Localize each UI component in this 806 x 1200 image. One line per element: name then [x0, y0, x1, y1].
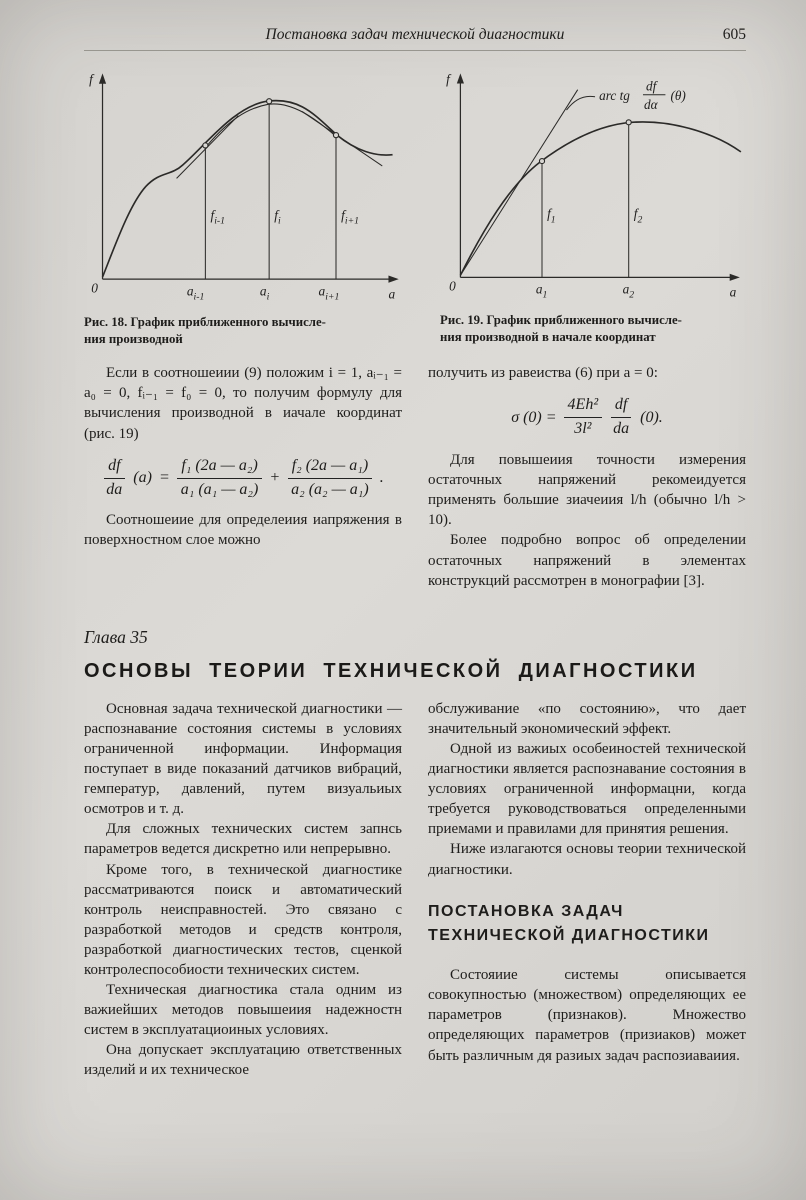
fig19-origin-label: 0	[449, 278, 456, 294]
fig18-a-i+1-tick: $a_{i+1}$	[318, 283, 340, 303]
fig19-f1-label: $f_1$	[547, 206, 556, 226]
upper-text-section	[84, 363, 746, 591]
fig18-axis-f-label: f	[89, 71, 93, 87]
figure-19-graph	[440, 63, 746, 303]
body-text-section	[84, 699, 746, 1081]
chapter-number: Глава 35	[84, 626, 148, 647]
paragraph: Техническая диагностика стала одним из важиейших методов повышеиия надежностн систем в эксплуатациоиных условиях.	[84, 982, 402, 1039]
paragraph: Кроме того, в технической диагностике рассматриваются поиск и автоматический контроль неисправностей. Это связано с разработкой методов и средств контроля, разработкой диагностических тестов, сценкой контролеспособиости технических систем.	[84, 861, 402, 978]
upper-left-column	[84, 363, 402, 591]
upper-right-column	[428, 363, 746, 591]
fig19-a1-tick: $a_1$	[535, 281, 548, 301]
fig19-f2-label: $f_2$	[633, 206, 643, 226]
figure-18	[84, 63, 408, 347]
fig18-a-i-1-tick: $a_{i-1}$	[186, 283, 205, 303]
fig18-f-i-1-label: $f_{i-1}$	[210, 207, 226, 227]
paragraph: Соотношеиие для определеиия иапряжения в поверхностном слое можно	[84, 512, 402, 549]
figure-18-graph	[84, 63, 408, 305]
paragraph: Основная задача технической диагностики — распознавание состояния системы в условиях ограниченной информации. Информация поступает в виде показаний датчиков вибраций, гемператур, давлений, путем визуальиых осмотров и т. д.	[84, 700, 402, 818]
fig19-angle-label-num: df	[646, 78, 657, 94]
figure-19-caption: Рис. 19. График приближенного вычисле- ния производной в начале координат	[440, 313, 682, 344]
fig19-angle-label-den: dα	[644, 97, 658, 113]
paragraph: Для сложных технических систем запнсь параметров ведется дискретно или непрерывно.	[84, 821, 402, 858]
fig19-angle-label-suffix: (θ)	[670, 87, 686, 103]
paragraph: Ниже излагаются основы теории технической диагностики.	[428, 841, 746, 878]
fig18-a-i-tick: $a_i$	[259, 283, 270, 303]
derivative-formula: $\frac{df}{da}$ (a) = $\frac{\text{f₁ (2a — a₂)}}{\text{a₁ (a₁ — a₂)}}$ + $\frac{\text{f₂ (2a — a₁)}}{\text{a₂ (a₂ — a₁)}}$ .	[84, 457, 402, 500]
chapter-heading	[84, 627, 746, 683]
figure-18-caption: Рис. 18. График приближенного вычисле- ния производной	[84, 315, 326, 346]
fig19-axis-f-label: f	[446, 71, 450, 87]
figures-row	[84, 63, 746, 347]
paragraph: Она допускает эксплуатацию ответственных изделий и их техническое	[84, 1042, 402, 1079]
running-head-title: Постановка задач технической диагностики	[265, 26, 565, 43]
fig19-axis-a-label: a	[729, 284, 737, 300]
fig18-f-i+1-label: $f_{i+1}$	[341, 207, 360, 227]
body-right-column	[428, 699, 746, 1081]
fig18-f-i-label: $f_i$	[274, 207, 281, 227]
running-head	[84, 26, 746, 51]
page-number: 605	[722, 26, 746, 43]
section-heading: ПОСТАНОВКА ЗАДАЧ ТЕХНИЧЕСКОЙ ДИАГНОСТИКИ	[428, 902, 710, 945]
figure-19	[440, 63, 746, 347]
fig19-angle-label-prefix: arc tg	[599, 87, 630, 103]
body-left-column	[84, 699, 402, 1081]
chapter-title: ОСНОВЫ ТЕОРИИ ТЕХНИЧЕСКОЙ ДИАГНОСТИКИ	[84, 659, 698, 682]
paragraph: Одной из важиых особеиностей технической диагностики является распознавание состояния в условиях ограниченной информацни, когда требуется руководствоваться определенными приемами и правилами для принятия решения.	[428, 740, 746, 838]
paragraph: получить из равеиства (6) при a = 0:	[428, 365, 658, 382]
stress-formula: σ (0) = $\frac{\text{4Eh²}}{\text{3l²}}$ $\frac{df}{da}$ (0).	[511, 396, 663, 438]
paragraph: Состояиие системы описывается совокупностью (множеством) определяющих ее параметров (признаков). Множество определяющих параметров (призиаков) может быть различным дя разиых задач распозиаваиия.	[428, 967, 746, 1064]
fig19-a2-tick: $a_2$	[622, 281, 635, 301]
paragraph: Для повышеиия точности измерения остаточных напряжений рекомеидуется применять большие зиачеиия l/h (обычно l/h > 10).	[428, 452, 746, 529]
paragraph: обслуживание «по состоянию», что дает значительный экономический эффект.	[428, 700, 746, 737]
fig18-axis-a-label: a	[388, 286, 396, 302]
paragraph: Более подробно вопрос об определении остаточных напряжений в элементах конструкций рассмотрен в монографии [3].	[428, 532, 746, 589]
paragraph: Если в соотношеиии (9) положим i = 1, aᵢ₋₁ = a₀ = 0, fᵢ₋₁ = f₀ = 0, то получим формулу для вычисления производной в иачале координат (рис. 19)	[84, 365, 402, 442]
fig18-origin-label: 0	[91, 280, 98, 296]
